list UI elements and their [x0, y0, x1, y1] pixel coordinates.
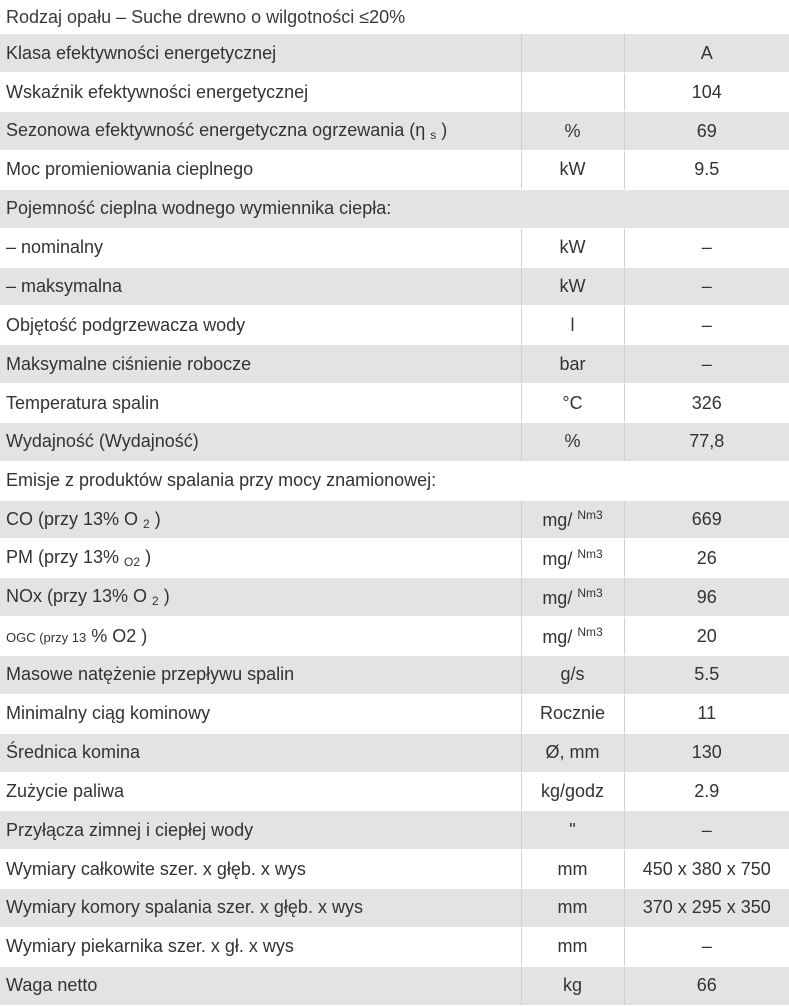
spec-row-oven-dimensions [0, 927, 789, 966]
spec-value: 326 [624, 384, 789, 423]
spec-label-end: % O2 ) [91, 625, 148, 646]
spec-value: – [624, 927, 789, 966]
spec-label: Wskaźnik efektywności energetycznej [0, 73, 521, 112]
spec-value: – [624, 811, 789, 850]
spec-value: 370 x 295 x 350 [624, 889, 789, 928]
spec-value: 450 x 380 x 750 [624, 850, 789, 889]
spec-label-end: ) [154, 508, 161, 529]
spec-row-radiant-power [0, 151, 789, 190]
spec-value: 2.9 [624, 772, 789, 811]
spec-table [0, 34, 789, 1006]
spec-unit: °C [521, 384, 624, 423]
spec-row-pm [0, 539, 789, 578]
spec-label: Wydajność (Wydajność) [0, 422, 521, 461]
spec-label-end: ) [441, 120, 448, 141]
spec-value: 96 [624, 578, 789, 617]
spec-row-max-pressure [0, 345, 789, 384]
spec-unit: mm [521, 889, 624, 928]
spec-label: Minimalny ciąg kominowy [0, 694, 521, 733]
spec-value: 69 [624, 112, 789, 151]
spec-label-main: Sezonowa efektywność energetyczna ogrzewania (η [6, 120, 426, 141]
spec-unit-superscript: Nm3 [577, 546, 603, 561]
spec-label: Zużycie paliwa [0, 772, 521, 811]
spec-row-ogc [0, 617, 789, 656]
spec-label-main: CO (przy 13% O [6, 508, 139, 529]
spec-unit: kW [521, 151, 624, 190]
spec-unit: % [521, 422, 624, 461]
spec-unit: kW [521, 267, 624, 306]
spec-row-chimney-draft [0, 694, 789, 733]
spec-value: 66 [624, 966, 789, 1005]
spec-label: Maksymalne ciśnienie robocze [0, 345, 521, 384]
spec-unit: bar [521, 345, 624, 384]
spec-row-water-heater-volume [0, 306, 789, 345]
spec-value: – [624, 306, 789, 345]
spec-row-overall-dimensions [0, 850, 789, 889]
spec-unit: l [521, 306, 624, 345]
spec-unit-superscript: Nm3 [577, 624, 603, 639]
spec-label: Masowe natężenie przepływu spalin [0, 656, 521, 695]
spec-unit-main: mg/ [542, 626, 573, 647]
spec-row-co [0, 500, 789, 539]
spec-row-water-connections [0, 811, 789, 850]
spec-label: Wymiary komory spalania szer. x głęb. x wys [0, 889, 521, 928]
spec-label [0, 500, 521, 539]
spec-unit [521, 34, 624, 73]
spec-unit [521, 617, 624, 656]
spec-label-subscript: s [430, 128, 437, 143]
spec-row-efficiency-index [0, 73, 789, 112]
spec-value: 104 [624, 73, 789, 112]
spec-label: Waga netto [0, 966, 521, 1005]
spec-row-mass-flow [0, 656, 789, 695]
spec-section-label: Emisje z produktów spalania przy mocy znamionowej: [0, 461, 789, 500]
spec-unit [521, 578, 624, 617]
spec-unit: mm [521, 927, 624, 966]
spec-unit [521, 539, 624, 578]
spec-label: Temperatura spalin [0, 384, 521, 423]
spec-label: Przyłącza zimnej i ciepłej wody [0, 811, 521, 850]
spec-row-flue-temperature [0, 384, 789, 423]
spec-label: Moc promieniowania cieplnego [0, 151, 521, 190]
spec-row-efficiency [0, 422, 789, 461]
spec-value: 669 [624, 500, 789, 539]
spec-unit: kW [521, 228, 624, 267]
spec-label-main: NOx (przy 13% O [6, 586, 148, 607]
spec-unit: mm [521, 850, 624, 889]
spec-unit-superscript: Nm3 [577, 585, 603, 600]
spec-row-combustion-chamber [0, 889, 789, 928]
spec-label [0, 539, 521, 578]
spec-value: – [624, 345, 789, 384]
spec-value: 11 [624, 694, 789, 733]
spec-row-net-weight [0, 966, 789, 1005]
spec-label: Objętość podgrzewacza wody [0, 306, 521, 345]
spec-row-energy-class [0, 34, 789, 73]
spec-value: – [624, 228, 789, 267]
spec-row-fuel-consumption [0, 772, 789, 811]
spec-unit [521, 500, 624, 539]
spec-value: 9.5 [624, 151, 789, 190]
spec-label: – nominalny [0, 228, 521, 267]
spec-row-emissions-heading [0, 461, 789, 500]
spec-label-subscript: O2 [124, 555, 141, 570]
spec-unit: " [521, 811, 624, 850]
spec-row-maximum [0, 267, 789, 306]
spec-value: 26 [624, 539, 789, 578]
spec-value: 77,8 [624, 422, 789, 461]
spec-value: 20 [624, 617, 789, 656]
spec-label-end: ) [163, 586, 170, 607]
spec-section-label: Pojemność cieplna wodnego wymiennika ciepła: [0, 189, 789, 228]
spec-unit: Ø, mm [521, 733, 624, 772]
spec-row-nominal [0, 228, 789, 267]
spec-label [0, 617, 521, 656]
spec-unit [521, 73, 624, 112]
spec-row-nox [0, 578, 789, 617]
spec-row-seasonal-efficiency [0, 112, 789, 151]
spec-value: – [624, 267, 789, 306]
spec-row-chimney-diameter [0, 733, 789, 772]
spec-label: – maksymalna [0, 267, 521, 306]
spec-unit: kg/godz [521, 772, 624, 811]
spec-unit: Rocznie [521, 694, 624, 733]
spec-label: Klasa efektywności energetycznej [0, 34, 521, 73]
spec-unit: g/s [521, 656, 624, 695]
spec-unit: kg [521, 966, 624, 1005]
spec-label [0, 112, 521, 151]
spec-label-small: OGC (przy 13 [6, 629, 87, 645]
spec-label: Średnica komina [0, 733, 521, 772]
spec-label [0, 578, 521, 617]
spec-unit-superscript: Nm3 [577, 508, 603, 523]
spec-unit-main: mg/ [542, 510, 573, 531]
spec-unit-main: mg/ [542, 548, 573, 569]
spec-label: Wymiary całkowite szer. x głęb. x wys [0, 850, 521, 889]
spec-row-heat-exchanger-heading [0, 189, 789, 228]
spec-label-main: PM (przy 13% [6, 547, 120, 568]
spec-unit-main: mg/ [542, 587, 573, 608]
spec-label-end: ) [145, 547, 152, 568]
spec-value: A [624, 34, 789, 73]
spec-value: 5.5 [624, 656, 789, 695]
spec-value: 130 [624, 733, 789, 772]
spec-label: Wymiary piekarnika szer. x gł. x wys [0, 927, 521, 966]
spec-label-subscript: 2 [143, 516, 150, 531]
fuel-type-heading: Rodzaj opału – Suche drewno o wilgotności ≤20% [6, 7, 406, 27]
spec-unit: % [521, 112, 624, 151]
spec-label-subscript: 2 [152, 594, 159, 609]
